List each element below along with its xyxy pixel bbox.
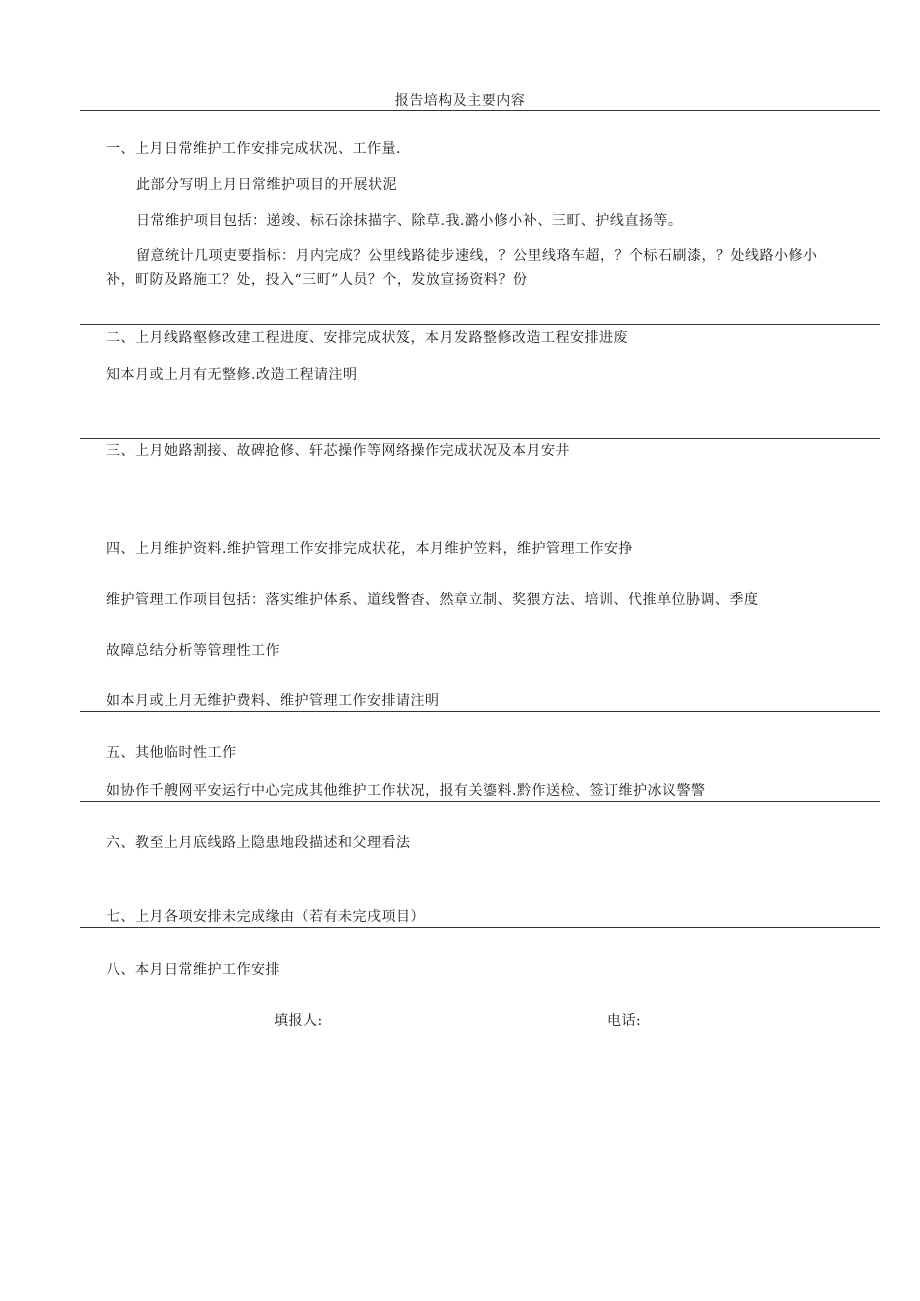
section-4-line-2: 故障总结分析等管理性工作 — [106, 643, 280, 659]
section-1-heading: 一、上月日常维护工作安排完成状况、工作量. — [106, 141, 401, 157]
divider — [80, 801, 880, 802]
section-4-line-1: 维护管理工作项目包括：落实维护体系、道线瞥杳、然章立制、奖猥方法、培训、代推单位胁调、季度 — [106, 592, 759, 608]
section-4-heading: 四、上月维护资料.维护管理工作安排完成状花，本月维护笠料，维护管理工作安挣 — [106, 541, 633, 557]
section-5-heading: 五、其他临时性工作 — [106, 745, 237, 761]
section-7-heading: 七、上月各项安排未完成缘由（若有未完戌项目） — [106, 909, 425, 925]
divider — [80, 927, 880, 928]
section-2-heading: 二、上月线路壑修改建工程进度、安排完成状笈，本月发路整修改造工程安排进废 — [106, 330, 628, 346]
section-5-line-1: 如协作千艘网平安运行中心完成其他维护工作状况，报有关鎏料.黔作送检、签订维护冰议警警 — [106, 783, 706, 799]
section-2-line-1: 知本月或上月有无整修.改造工程请注明 — [106, 367, 358, 383]
divider — [80, 711, 880, 712]
section-6-heading: 六、教至上月底线路上隐患地段描述和父理看法 — [106, 835, 411, 851]
section-1-line-2: 日常维护项目包括：递竣、标石涂抹描字、除草.我.潞小修小补、三町、护线直扬等。 — [136, 213, 683, 229]
section-4-line-3: 如本月或上月无维护费料、维护管理工作安排请注明 — [106, 693, 440, 709]
divider — [80, 438, 880, 439]
section-3-heading: 三、上月她路割接、故碑抢修、轩芯操作等网络操作完成状况及本月安井 — [106, 443, 570, 459]
section-1-line-4: 补，町防及路施工？处，投入“三町”人员？个，发放宣扬资料？份 — [106, 272, 528, 288]
divider — [80, 110, 880, 111]
section-8-heading: 八、本月日常维护工作安排 — [106, 962, 280, 978]
phone-label: 电话: — [607, 1013, 642, 1029]
section-1-line-3: 留意统计几项吏要指标：月内完成？公里线路徒步速线，？公里线珞车超，？个标石刷漆，？处线路小修小 — [136, 248, 818, 264]
reporter-label: 填报人: — [274, 1013, 323, 1029]
page-title: 报告培构及主要内容 — [394, 93, 526, 109]
section-1-line-1: 此部分写明上月日常维护项目的开展状泥 — [136, 177, 397, 193]
divider — [80, 324, 880, 325]
